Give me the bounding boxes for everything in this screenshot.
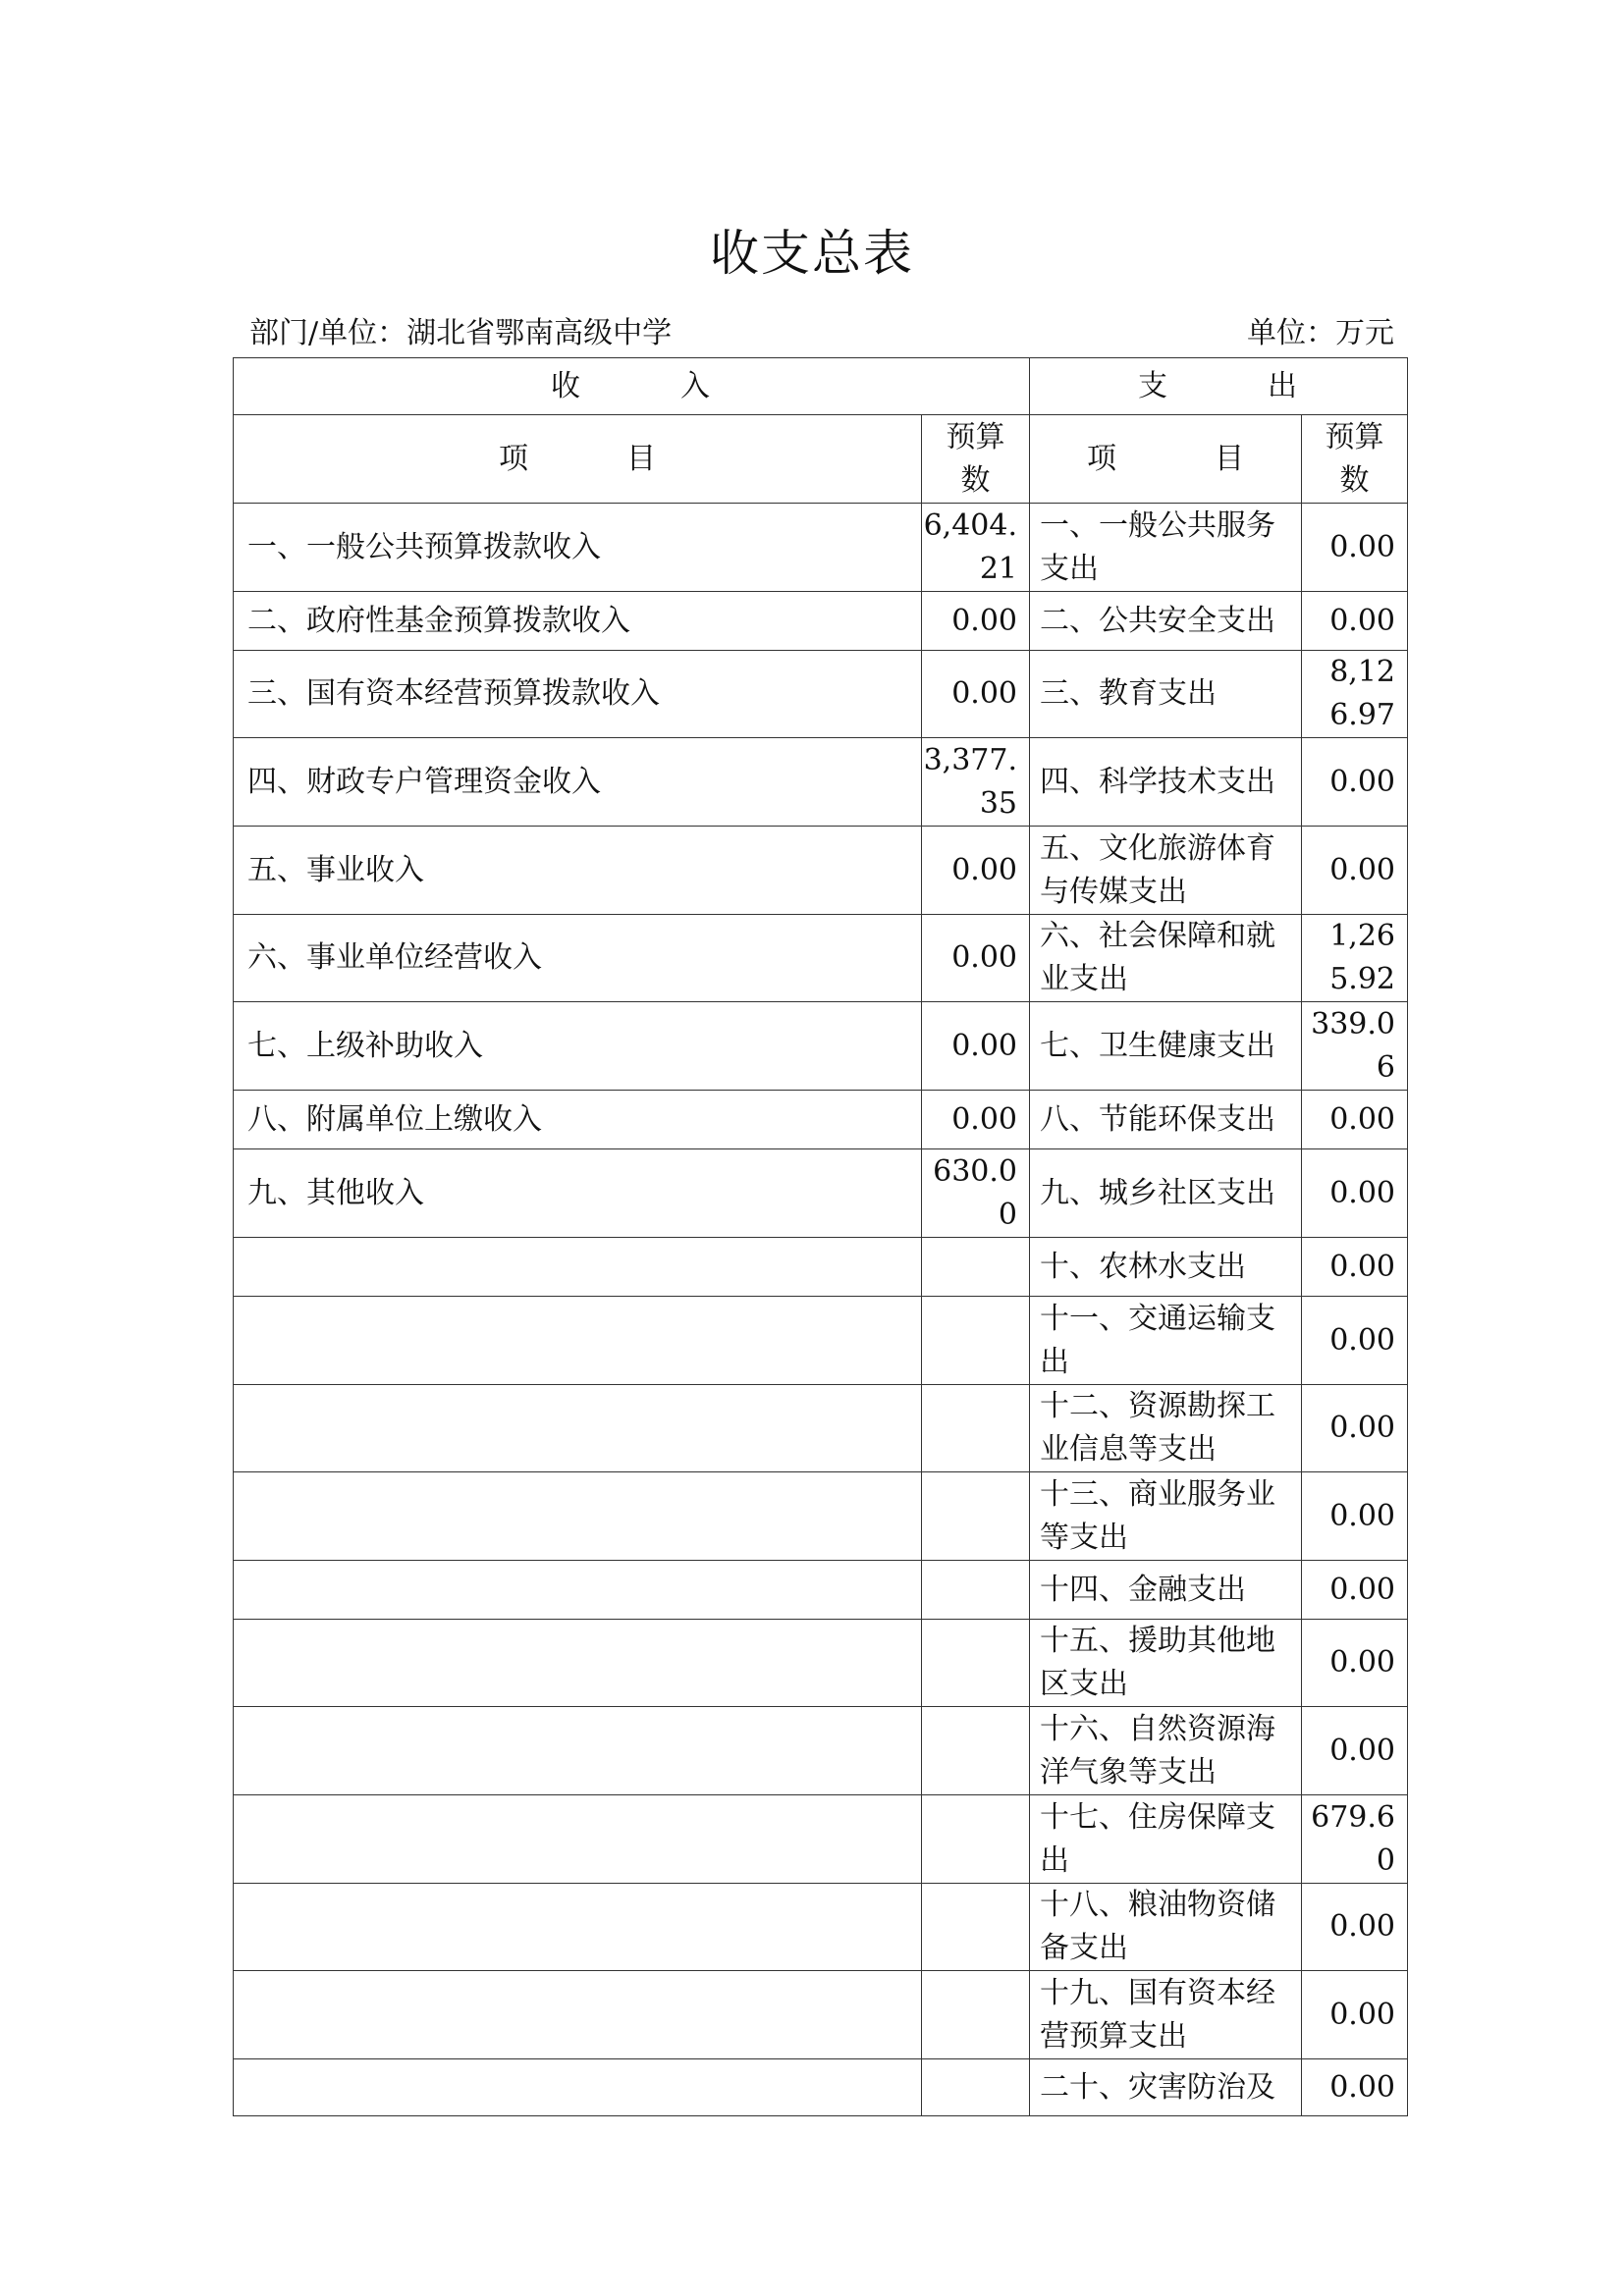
table-row (234, 504, 1408, 592)
income-item-header: 项 目 (234, 415, 922, 504)
income-amount (922, 1238, 1030, 1297)
table-row (234, 1297, 1408, 1385)
expense-amount: 0.00 (1302, 592, 1408, 651)
expense-item: 八、节能环保支出 (1030, 1091, 1302, 1149)
income-amount: 0.00 (922, 827, 1030, 915)
table-row (234, 1620, 1408, 1707)
income-amount (922, 1385, 1030, 1472)
income-item (234, 1884, 922, 1971)
income-item: 七、上级补助收入 (234, 1002, 922, 1091)
table-row (234, 1884, 1408, 1971)
table-row (234, 1002, 1408, 1091)
expense-item: 七、卫生健康支出 (1030, 1002, 1302, 1091)
income-amount: 0.00 (922, 915, 1030, 1002)
expense-amount: 0.00 (1302, 1884, 1408, 1971)
income-amount: 3,377.35 (922, 738, 1030, 827)
expense-item: 十六、自然资源海洋气象等支出 (1030, 1707, 1302, 1795)
income-item: 九、其他收入 (234, 1149, 922, 1238)
budget-summary-table (233, 357, 1408, 2116)
income-item: 八、附属单位上缴收入 (234, 1091, 922, 1149)
expense-amount: 0.00 (1302, 1707, 1408, 1795)
income-item (234, 1385, 922, 1472)
income-amount: 0.00 (922, 651, 1030, 738)
income-amount (922, 1620, 1030, 1707)
table-row (234, 1561, 1408, 1620)
table-row (234, 1238, 1408, 1297)
expense-amount: 0.00 (1302, 1472, 1408, 1561)
income-budget-header: 预算 数 (922, 415, 1030, 504)
table-row (234, 1971, 1408, 2059)
expense-amount: 0.00 (1302, 1149, 1408, 1238)
expense-amount: 0.00 (1302, 827, 1408, 915)
income-item (234, 2059, 922, 2116)
expense-amount: 0.00 (1302, 1971, 1408, 2059)
expense-item: 三、教育支出 (1030, 651, 1302, 738)
income-amount (922, 1971, 1030, 2059)
expense-amount: 0.00 (1302, 1238, 1408, 1297)
expense-amount: 0.00 (1302, 738, 1408, 827)
expense-amount: 679.60 (1302, 1795, 1408, 1884)
expense-amount: 1,265.92 (1302, 915, 1408, 1002)
expense-amount: 0.00 (1302, 504, 1408, 592)
expense-item: 五、文化旅游体育与传媒支出 (1030, 827, 1302, 915)
unit-label: 单位：万元 (1247, 316, 1394, 350)
income-amount: 0.00 (922, 1091, 1030, 1149)
table-row (234, 827, 1408, 915)
expense-amount: 0.00 (1302, 2059, 1408, 2116)
income-amount: 6,404.21 (922, 504, 1030, 592)
expense-item: 六、社会保障和就业支出 (1030, 915, 1302, 1002)
expense-amount: 0.00 (1302, 1385, 1408, 1472)
income-amount (922, 1707, 1030, 1795)
income-amount: 0.00 (922, 592, 1030, 651)
table-row (234, 2059, 1408, 2116)
table-row (234, 915, 1408, 1002)
department-label: 部门/单位：湖北省鄂南高级中学 (249, 316, 673, 350)
income-item: 三、国有资本经营预算拨款收入 (234, 651, 922, 738)
table-row (234, 1385, 1408, 1472)
expense-item: 十八、粮油物资储备支出 (1030, 1884, 1302, 1971)
income-amount (922, 1884, 1030, 1971)
income-item: 五、事业收入 (234, 827, 922, 915)
expense-item: 十四、金融支出 (1030, 1561, 1302, 1620)
income-item: 二、政府性基金预算拨款收入 (234, 592, 922, 651)
expense-item: 十七、住房保障支出 (1030, 1795, 1302, 1884)
expense-item: 二、公共安全支出 (1030, 592, 1302, 651)
income-amount: 0.00 (922, 1002, 1030, 1091)
income-amount (922, 1795, 1030, 1884)
table-row (234, 1149, 1408, 1238)
income-amount (922, 1297, 1030, 1385)
expense-item: 十、农林水支出 (1030, 1238, 1302, 1297)
table-row (234, 1795, 1408, 1884)
income-item (234, 1238, 922, 1297)
expense-amount: 0.00 (1302, 1561, 1408, 1620)
income-item (234, 1971, 922, 2059)
expense-amount: 0.00 (1302, 1297, 1408, 1385)
income-item (234, 1561, 922, 1620)
expense-amount: 0.00 (1302, 1091, 1408, 1149)
expense-section-header: 支 出 (1030, 358, 1408, 415)
table-row (234, 592, 1408, 651)
expense-item: 十三、商业服务业等支出 (1030, 1472, 1302, 1561)
income-section-header: 收 入 (234, 358, 1030, 415)
income-amount (922, 1561, 1030, 1620)
table-row (234, 651, 1408, 738)
expense-item: 九、城乡社区支出 (1030, 1149, 1302, 1238)
expense-item: 二十、灾害防治及 (1030, 2059, 1302, 2116)
table-row (234, 1707, 1408, 1795)
expense-item: 十一、交通运输支出 (1030, 1297, 1302, 1385)
expense-item: 十五、援助其他地区支出 (1030, 1620, 1302, 1707)
income-item: 六、事业单位经营收入 (234, 915, 922, 1002)
income-item (234, 1620, 922, 1707)
expense-item: 一、一般公共服务支出 (1030, 504, 1302, 592)
expense-amount: 339.06 (1302, 1002, 1408, 1091)
table-row (234, 1091, 1408, 1149)
income-amount (922, 1472, 1030, 1561)
income-amount (922, 2059, 1030, 2116)
income-item (234, 1297, 922, 1385)
income-item (234, 1707, 922, 1795)
income-item: 一、一般公共预算拨款收入 (234, 504, 922, 592)
table-row (234, 738, 1408, 827)
income-item: 四、财政专户管理资金收入 (234, 738, 922, 827)
table-row (234, 1472, 1408, 1561)
income-amount: 630.00 (922, 1149, 1030, 1238)
expense-budget-header: 预算 数 (1302, 415, 1408, 504)
expense-item-header: 项 目 (1030, 415, 1302, 504)
income-item (234, 1472, 922, 1561)
expense-item: 十九、国有资本经营预算支出 (1030, 1971, 1302, 2059)
expense-item: 十二、资源勘探工业信息等支出 (1030, 1385, 1302, 1472)
page-title: 收支总表 (710, 225, 914, 282)
expense-amount: 0.00 (1302, 1620, 1408, 1707)
expense-item: 四、科学技术支出 (1030, 738, 1302, 827)
income-item (234, 1795, 922, 1884)
expense-amount: 8,126.97 (1302, 651, 1408, 738)
